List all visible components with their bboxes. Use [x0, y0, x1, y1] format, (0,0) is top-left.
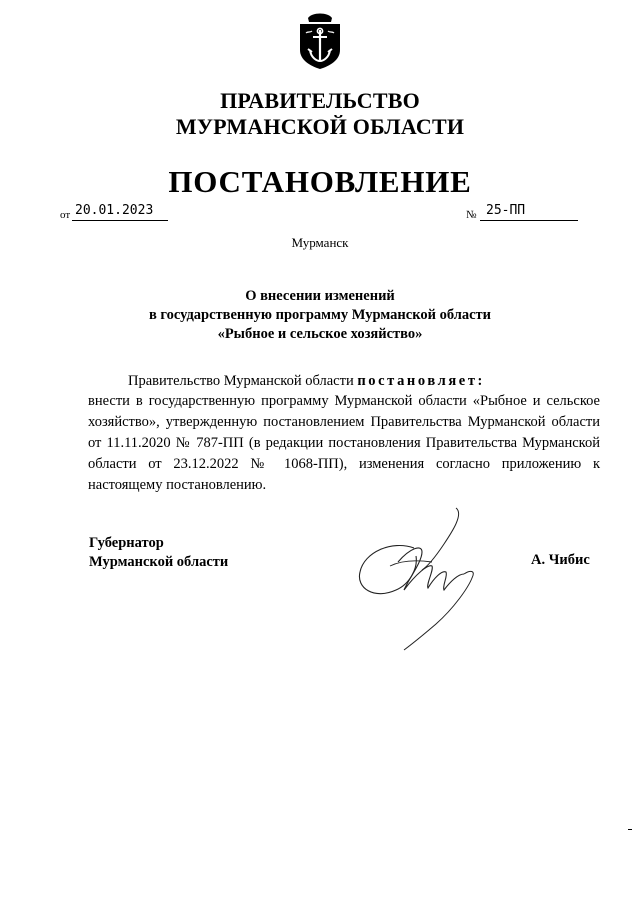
- signer-position-line1: Губернатор: [89, 535, 164, 551]
- decree-intro-text: Правительство Мурманской области: [128, 373, 354, 389]
- government-title-line2: МУРМАНСКОЙ ОБЛАСТИ: [175, 114, 465, 139]
- scan-mark: [628, 829, 632, 830]
- decree-word: постановляет:: [357, 373, 485, 389]
- decree-paragraph: внести в государственную программу Мурманской области «Рыбное и сельское хозяйство», утвержденную постановлением Правительства Мурманской области от 11.11.2020 № 787-ПП (в редакции постановления Правительства Мурманской области от 23.12.2022 № 1068-ПП), изменения согласно приложению к настоящему постановлению.: [88, 393, 600, 493]
- signer-position: [89, 534, 228, 572]
- decree-intro: [128, 371, 600, 392]
- number-label: №: [466, 209, 477, 221]
- document-date: 20.01.2023: [72, 203, 168, 221]
- signer-name: А. Чибис: [531, 552, 590, 568]
- handwritten-signature: [352, 504, 492, 654]
- subject-line3: «Рыбное и сельское хозяйство»: [217, 326, 423, 342]
- subject-line1: О внесении изменений: [245, 288, 395, 304]
- date-label: от: [60, 209, 71, 221]
- city-name: Мурманск: [291, 235, 349, 250]
- document-number: 25-ПП: [480, 203, 578, 221]
- document-type-title: ПОСТАНОВЛЕНИЕ: [168, 164, 472, 199]
- government-title-line1: ПРАВИТЕЛЬСТВО: [220, 88, 420, 113]
- coat-of-arms-icon: [298, 10, 342, 70]
- signer-position-line2: Мурманской области: [89, 554, 229, 570]
- subject-line2: в государственную программу Мурманской области: [148, 307, 492, 323]
